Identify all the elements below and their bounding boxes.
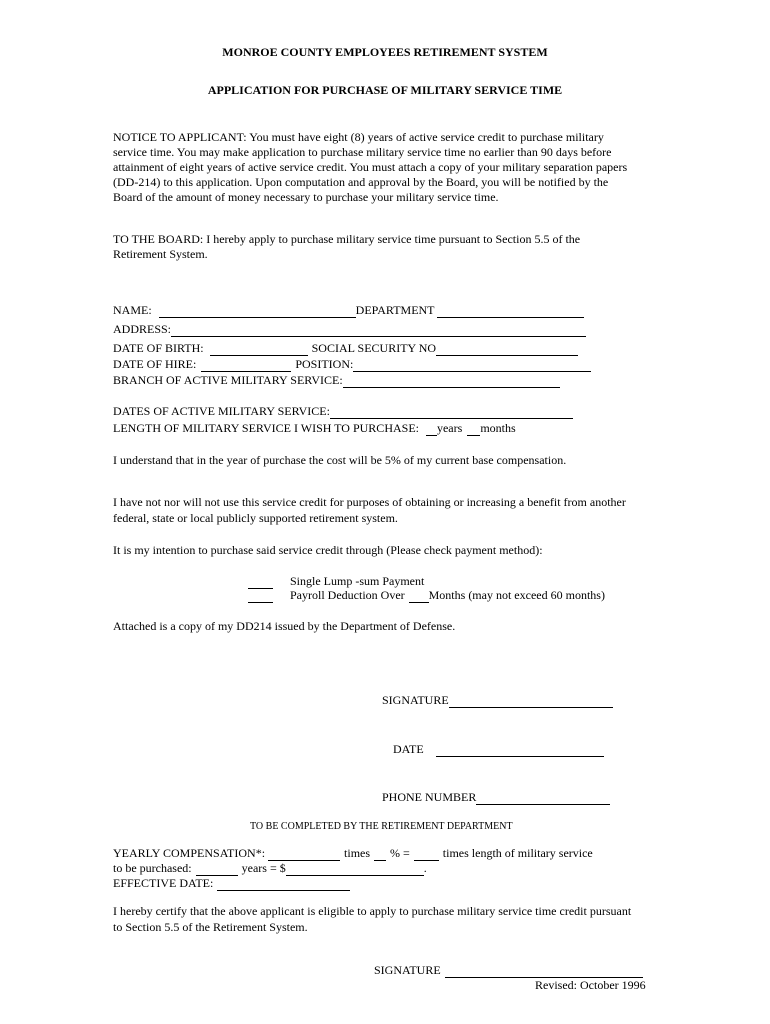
notice-line-4: (DD-214) to this application. Upon computation and approval by the Board, you will be notified by the <box>113 175 609 189</box>
purchased-years-field[interactable] <box>196 863 238 876</box>
signature-label: SIGNATURE <box>382 693 449 707</box>
percent-eq: % = <box>390 846 410 860</box>
result-field[interactable] <box>414 848 439 861</box>
yearly-label: YEARLY COMPENSATION*: <box>113 846 266 860</box>
birth-ssn-row <box>113 341 578 356</box>
ssn-field[interactable] <box>436 343 578 356</box>
department-label: DEPARTMENT <box>355 303 435 317</box>
lump-sum-label: Single Lump -sum Payment <box>290 574 425 588</box>
dob-field[interactable] <box>210 343 308 356</box>
hire-field[interactable] <box>201 359 291 372</box>
ssn-label: SOCIAL SECURITY NO <box>311 341 437 355</box>
name-row <box>113 303 584 318</box>
yearly-comp-row <box>113 846 593 861</box>
dept-signature-row <box>374 963 643 978</box>
name-label: NAME: <box>113 303 152 317</box>
certify-line-1: I hereby certify that the above applicant is eligible to apply to purchase military service time credit pursuant <box>113 904 632 918</box>
purchased-label: to be purchased: <box>113 861 192 875</box>
payroll-months-field[interactable] <box>409 590 429 603</box>
dept-section-heading: TO BE COMPLETED BY THE RETIREMENT DEPARTMENT <box>250 821 513 832</box>
signature-row <box>382 693 613 708</box>
length-label: LENGTH OF MILITARY SERVICE I WISH TO PURCHASE: <box>113 421 419 435</box>
date-row <box>393 742 604 757</box>
payroll-check[interactable] <box>248 590 273 603</box>
form-title: APPLICATION FOR PURCHASE OF MILITARY SERVICE TIME <box>207 83 563 97</box>
dept-signature-field[interactable] <box>445 965 643 978</box>
certify-line-2: to Section 5.5 of the Retirement System. <box>113 920 308 934</box>
branch-row <box>113 373 560 388</box>
effective-row <box>113 876 350 891</box>
months-field[interactable] <box>467 423 480 436</box>
intention-statement: It is my intention to purchase said service credit through (Please check payment method): <box>113 543 543 557</box>
date-label: DATE <box>393 742 424 756</box>
date-field[interactable] <box>436 744 604 757</box>
notice-line-3: attainment of eight years of active service credit. You must attach a copy of your military separation papers <box>113 160 628 174</box>
notice-line-2: service time. You may make application to purchase military service time no earlier than 90 days before <box>113 145 612 159</box>
department-field[interactable] <box>437 305 584 318</box>
dept-signature-label: SIGNATURE <box>374 963 441 977</box>
address-label: ADDRESS: <box>113 322 172 336</box>
years-field[interactable] <box>426 423 437 436</box>
position-field[interactable] <box>353 359 591 372</box>
hire-position-row <box>113 357 591 372</box>
yearly-field[interactable] <box>268 848 340 861</box>
name-field[interactable] <box>159 305 356 318</box>
notice-line-5: Board of the amount of money necessary to purchase your military service time. <box>113 190 499 204</box>
address-row <box>113 322 586 337</box>
branch-field[interactable] <box>343 375 560 388</box>
branch-label: BRANCH OF ACTIVE MILITARY SERVICE: <box>113 373 343 387</box>
not-used-line-2: federal, state or local publicly supported retirement system. <box>113 511 398 525</box>
purchased-row <box>113 861 427 876</box>
times-length: times length of military service <box>442 846 593 860</box>
option-lump-sum <box>248 574 424 589</box>
notice-line-1: NOTICE TO APPLICANT: You must have eight (8) years of active service credit to purchase military <box>113 130 604 144</box>
address-field[interactable] <box>171 324 586 337</box>
times-label: times <box>344 846 371 860</box>
dates-row <box>113 404 573 419</box>
not-used-line-1: I have not nor will not use this service credit for purposes of obtaining or increasing a benefit from another <box>113 495 626 509</box>
amount-period: . <box>423 861 427 875</box>
revised-date: Revised: October 1996 <box>535 978 646 992</box>
position-label: POSITION: <box>295 357 354 371</box>
phone-row <box>382 790 610 805</box>
hire-label: DATE OF HIRE: <box>113 357 197 371</box>
signature-field[interactable] <box>449 695 613 708</box>
dates-label: DATES OF ACTIVE MILITARY SERVICE: <box>113 404 330 418</box>
dates-field[interactable] <box>330 406 573 419</box>
dob-label: DATE OF BIRTH: <box>113 341 204 355</box>
org-title: MONROE COUNTY EMPLOYEES RETIREMENT SYSTEM <box>222 45 548 59</box>
payroll-suffix: Months (may not exceed 60 months) <box>428 588 605 602</box>
effective-label: EFFECTIVE DATE: <box>113 876 214 890</box>
percent-field[interactable] <box>374 848 386 861</box>
years-label: years <box>436 421 463 435</box>
attached-statement: Attached is a copy of my DD214 issued by the Department of Defense. <box>113 619 456 633</box>
to-board-line-2: Retirement System. <box>113 247 208 261</box>
cost-statement: I understand that in the year of purchase the cost will be 5% of my current base compensation. <box>113 453 567 467</box>
years-eq: years = $ <box>241 861 286 875</box>
phone-label: PHONE NUMBER <box>382 790 477 804</box>
months-label: months <box>480 421 516 435</box>
effective-field[interactable] <box>217 878 350 891</box>
length-row <box>113 421 516 436</box>
amount-field[interactable] <box>286 863 424 876</box>
option-payroll <box>248 588 605 603</box>
phone-field[interactable] <box>476 792 610 805</box>
payroll-label: Payroll Deduction Over <box>290 588 405 602</box>
to-board-line-1: TO THE BOARD: I hereby apply to purchase military service time pursuant to Section 5.5 of the <box>113 232 581 246</box>
